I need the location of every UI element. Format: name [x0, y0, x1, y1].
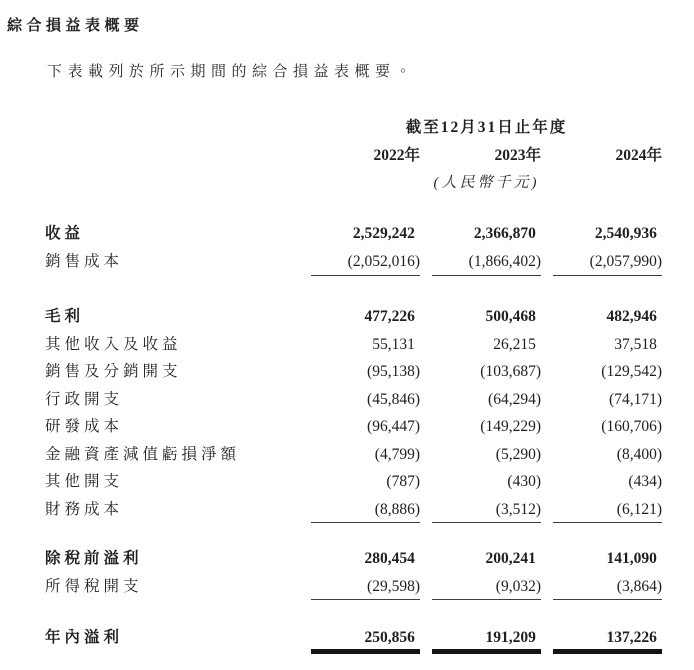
- value-2022: (2,052,016): [347, 253, 420, 270]
- table-row-profit-before-tax: [45, 545, 662, 573]
- value-cell: [553, 496, 662, 524]
- row-label: 銷售成本: [45, 253, 124, 270]
- value-cell: [311, 220, 420, 248]
- value-2024: (6,121): [616, 500, 662, 518]
- value-cell: [432, 624, 541, 652]
- value-2024: (160,706): [601, 418, 662, 435]
- value-cell: [432, 441, 541, 469]
- value-2024: (74,171): [609, 390, 662, 408]
- table-row-impairment-losses: [45, 441, 662, 469]
- row-label: 除稅前溢利: [45, 550, 143, 567]
- value-2023: 200,241: [485, 550, 536, 567]
- value-2024: 482,946: [606, 308, 657, 325]
- row-label: 研發成本: [45, 418, 124, 435]
- table-row-rd-costs: [45, 413, 662, 441]
- value-2024: (434): [628, 473, 662, 490]
- row-label: 金融資產減值虧損淨額: [45, 445, 241, 463]
- currency-unit-note: (人民幣千元): [433, 175, 540, 191]
- row-label: 銷售及分銷開支: [45, 363, 182, 380]
- value-cell: [311, 248, 420, 276]
- value-2022: 250,856: [364, 629, 415, 646]
- value-2022: (8,886): [374, 500, 420, 518]
- income-statement-table: [45, 114, 662, 652]
- value-2022: 280,454: [364, 550, 415, 567]
- value-2024: 2,540,936: [594, 225, 657, 242]
- value-cell: [553, 545, 662, 573]
- value-cell: [432, 303, 541, 331]
- value-2022: 2,529,242: [352, 225, 415, 242]
- value-2023: (103,687): [480, 363, 541, 380]
- value-2023: 26,215: [493, 335, 536, 353]
- value-cell: [432, 386, 541, 414]
- value-2022: 477,226: [364, 308, 415, 325]
- period-header: 截至12月31日止年度: [405, 119, 568, 136]
- value-2024: (129,542): [601, 363, 662, 380]
- value-cell: [311, 413, 420, 441]
- row-label: 收益: [45, 225, 85, 242]
- value-2024: 141,090: [606, 550, 657, 567]
- value-cell: [311, 468, 420, 496]
- value-cell: [311, 624, 420, 652]
- value-cell: [432, 573, 541, 601]
- table-row-income-tax: [45, 573, 662, 601]
- value-2023: 500,468: [485, 308, 536, 325]
- value-cell: [432, 413, 541, 441]
- value-2022: (96,447): [367, 418, 420, 435]
- period-header-row: [45, 114, 662, 142]
- value-2022: (95,138): [367, 363, 420, 380]
- year-header-2024: 2024年: [615, 147, 662, 164]
- value-cell: [553, 386, 662, 414]
- value-cell: [311, 331, 420, 359]
- value-2024: (8,400): [616, 445, 662, 463]
- value-2023: (9,032): [495, 577, 541, 595]
- row-label: 其他收入及收益: [45, 335, 182, 353]
- value-cell: [432, 545, 541, 573]
- value-2024: 37,518: [614, 335, 657, 353]
- row-label: 年內溢利: [45, 629, 124, 646]
- table-row-finance-costs: [45, 496, 662, 524]
- table-row-other-expenses: [45, 468, 662, 496]
- table-row-profit-for-year: [45, 624, 662, 652]
- table-row-gross-profit: [45, 303, 662, 331]
- value-2022: (45,846): [367, 390, 420, 408]
- value-cell: [432, 496, 541, 524]
- value-2023: (3,512): [495, 500, 541, 518]
- value-cell: [432, 358, 541, 386]
- row-label: 行政開支: [45, 390, 124, 408]
- value-2024: 137,226: [606, 629, 657, 646]
- value-cell: [553, 220, 662, 248]
- row-label: 財務成本: [45, 500, 124, 518]
- value-cell: [311, 496, 420, 524]
- empty-cell: [45, 114, 311, 142]
- row-label: 其他開支: [45, 473, 124, 490]
- value-cell: [553, 358, 662, 386]
- value-cell: [311, 545, 420, 573]
- value-2023: (5,290): [495, 445, 541, 463]
- empty-cell: [45, 170, 311, 196]
- value-2023: (64,294): [488, 390, 541, 408]
- section-title: 綜合損益表概要: [7, 17, 144, 34]
- value-cell: [311, 303, 420, 331]
- value-cell: [553, 303, 662, 331]
- value-2022: (29,598): [367, 577, 420, 595]
- empty-cell: [45, 142, 299, 170]
- value-cell: [553, 248, 662, 276]
- year-header-row: [45, 142, 662, 170]
- unit-note-row: [45, 170, 662, 196]
- intro-paragraph: 下表載列於所示期間的綜合損益表概要。: [47, 64, 417, 80]
- value-2024: (2,057,990): [589, 253, 662, 270]
- value-2022: (787): [386, 473, 420, 490]
- table-row-selling-expenses: [45, 358, 662, 386]
- value-cell: [311, 386, 420, 414]
- value-2023: (1,866,402): [468, 253, 541, 270]
- value-cell: [553, 573, 662, 601]
- value-2023: 191,209: [485, 629, 536, 646]
- value-2024: (3,864): [616, 577, 662, 595]
- value-2023: (430): [507, 473, 541, 490]
- year-header-2022: 2022年: [373, 147, 420, 164]
- value-cell: [432, 220, 541, 248]
- value-cell: [432, 248, 541, 276]
- table-row-cost-of-sales: [45, 248, 662, 276]
- value-cell: [311, 358, 420, 386]
- value-cell: [553, 624, 662, 652]
- value-2022: 55,131: [372, 335, 415, 353]
- row-label: 所得稅開支: [45, 577, 143, 595]
- value-cell: [432, 468, 541, 496]
- table-row-revenue: [45, 220, 662, 248]
- value-cell: [553, 413, 662, 441]
- value-cell: [553, 468, 662, 496]
- value-cell: [311, 441, 420, 469]
- year-header-2023: 2023年: [494, 147, 541, 164]
- value-cell: [432, 331, 541, 359]
- value-cell: [553, 441, 662, 469]
- row-label: 毛利: [45, 308, 85, 325]
- value-2022: (4,799): [374, 445, 420, 463]
- value-cell: [553, 331, 662, 359]
- value-2023: 2,366,870: [473, 225, 536, 242]
- table-row-admin-expenses: [45, 386, 662, 414]
- value-cell: [311, 573, 420, 601]
- table-row-other-income: [45, 331, 662, 359]
- value-2023: (149,229): [480, 418, 541, 435]
